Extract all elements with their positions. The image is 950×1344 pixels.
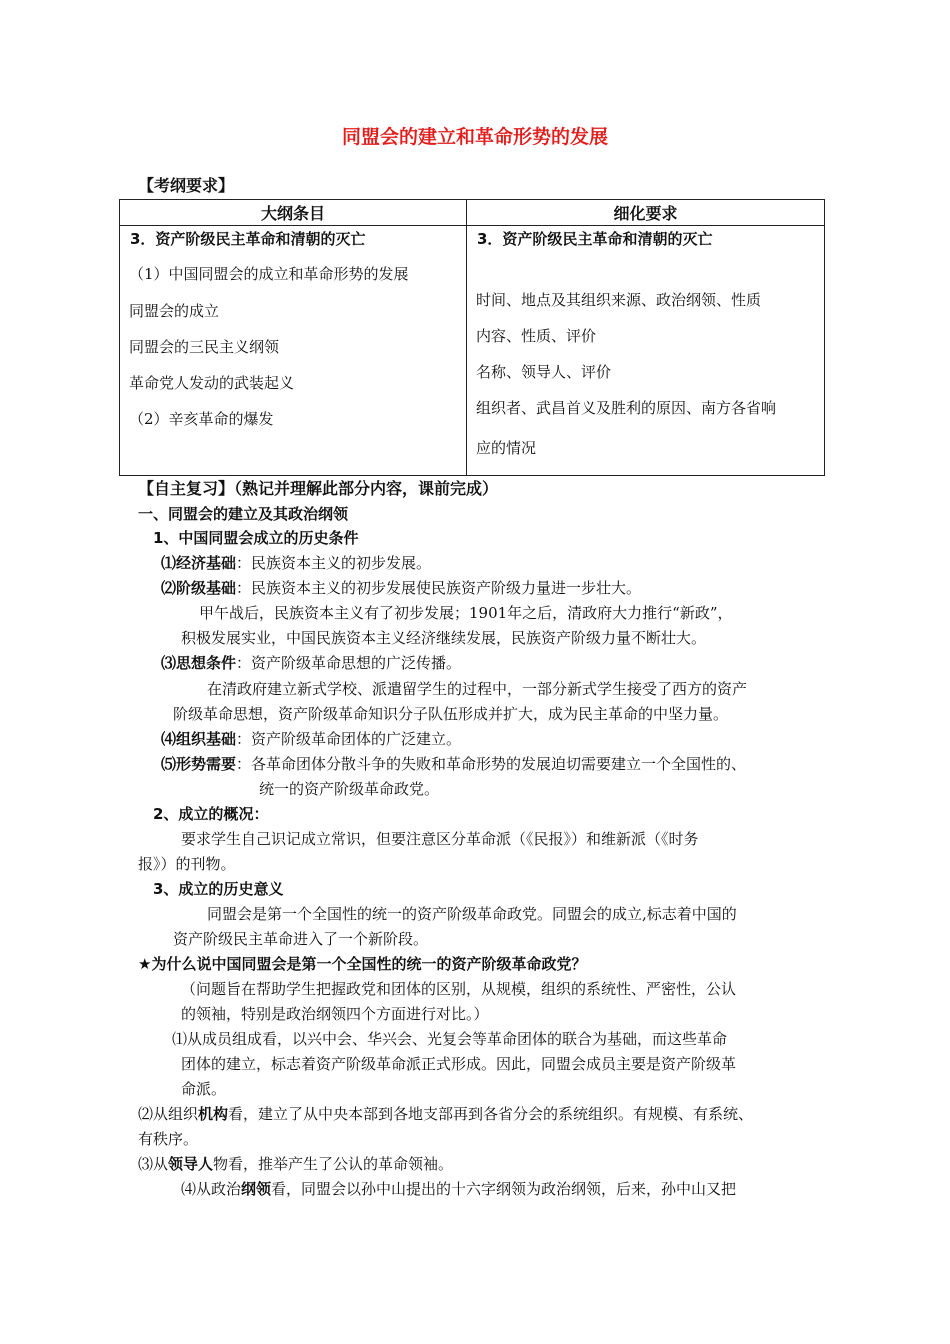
- outline-line: 革命党人发动的武装起义: [129, 374, 295, 392]
- column-header-outline: 大纲条目: [120, 200, 467, 226]
- condition-text: ：民族资本主义的初步发展。: [236, 554, 432, 572]
- requirement-line: 组织者、武昌首义及胜利的原因、南方各省响: [476, 399, 777, 417]
- subsection-heading: 2、成立的概况：: [153, 805, 269, 823]
- answer-leader: [138, 1154, 453, 1174]
- paragraph-line: 资产阶级民主革命进入了一个新阶段。: [173, 930, 429, 948]
- paragraph-line: 阶级革命思想，资产阶级革命知识分子队伍形成并扩大，成为民主革命的中坚力量。: [173, 705, 729, 723]
- answer-text: ⑵从组织: [138, 1105, 199, 1123]
- requirement-line: 应的情况: [476, 439, 537, 457]
- requirement-line: 名称、领导人、评价: [476, 363, 612, 381]
- condition-situation: [161, 754, 746, 774]
- answer-emphasis: 机构: [198, 1105, 229, 1123]
- answer-line: 团体的建立，标志着资产阶级革命派正式形成。因此，同盟会成员主要是资产阶级革: [181, 1055, 737, 1073]
- subsection-heading: 3、成立的历史意义: [153, 880, 284, 898]
- exam-outline-heading: 【考纲要求】: [138, 176, 235, 195]
- condition-organization: [161, 729, 461, 749]
- condition-label: ⑷组织基础: [161, 730, 237, 748]
- requirement-line: 内容、性质、评价: [476, 327, 597, 345]
- answer-emphasis: 纲领: [241, 1180, 272, 1198]
- condition-text: ：民族资本主义的初步发展使民族资产阶级力量进一步壮大。: [236, 579, 642, 597]
- paragraph-line: 甲午战后，民族资本主义有了初步发展；1901年之后，清政府大力推行“新政”，: [199, 604, 733, 622]
- answer-text: ⑶从: [138, 1155, 169, 1173]
- condition-label: ⑵阶级基础: [161, 579, 237, 597]
- answer-line: 命派。: [181, 1080, 227, 1098]
- paragraph-line: （问题旨在帮助学生把握政党和团体的区别，从规模，组织的系统性、严密性，公认: [181, 980, 737, 998]
- column-header-requirements: 细化要求: [467, 200, 825, 226]
- outline-line: （1）中国同盟会的成立和革命形势的发展: [129, 265, 409, 283]
- review-heading: 【自主复习】（熟记并理解此部分内容，课前完成）: [138, 479, 499, 498]
- subsection-heading: 1、中国同盟会成立的历史条件: [153, 529, 359, 547]
- answer-text: 物看，推举产生了公认的革命领袖。: [213, 1155, 454, 1173]
- section-heading: 一、同盟会的建立及其政治纲领: [138, 505, 349, 523]
- paragraph-line: 的领袖，特别是政治纲领四个方面进行对比。）: [181, 1005, 489, 1023]
- paragraph-line: 统一的资产阶级革命政党。: [259, 780, 440, 798]
- outline-line: 同盟会的三民主义纲领: [129, 338, 280, 356]
- condition-text: ：资产阶级革命思想的广泛传播。: [236, 654, 462, 672]
- outline-line: 同盟会的成立: [129, 302, 220, 320]
- condition-label: ⑴经济基础: [161, 554, 237, 572]
- paragraph-line: 在清政府建立新式学校、派遣留学生的过程中，一部分新式学生接受了西方的资产: [207, 680, 748, 698]
- page-title: 同盟会的建立和革命形势的发展: [341, 126, 608, 148]
- answer-text: 看，建立了从中央本部到各地支部再到各省分会的系统组织。有规模、有系统、: [228, 1105, 754, 1123]
- condition-ideology: [161, 653, 461, 673]
- paragraph-line: 报》）的刊物。: [138, 855, 236, 873]
- condition-label: ⑶思想条件: [161, 654, 237, 672]
- outline-line: 3．资产阶级民主革命和清朝的灭亡: [130, 230, 366, 248]
- paragraph-line: 同盟会是第一个全国性的统一的资产阶级革命政党。同盟会的成立,标志着中国的: [207, 905, 737, 923]
- exam-outline-table: [119, 199, 825, 476]
- answer-line: ⑴从成员组成看，以兴中会、华兴会、光复会等革命团体的联合为基础，而这些革命: [172, 1030, 728, 1048]
- condition-class: [161, 578, 641, 598]
- answer-line: 有秩序。: [138, 1130, 199, 1148]
- outline-cell: [120, 226, 467, 476]
- requirements-cell: [467, 226, 825, 476]
- condition-text: ：各革命团体分散斗争的失败和革命形势的发展迫切需要建立一个全国性的、: [236, 755, 747, 773]
- requirement-line: 3．资产阶级民主革命和清朝的灭亡: [477, 230, 713, 248]
- answer-text: 看，同盟会以孙中山提出的十六字纲领为政治纲领，后来，孙中山又把: [271, 1180, 737, 1198]
- answer-organization: [138, 1104, 753, 1124]
- answer-text: ⑷从政治: [181, 1180, 242, 1198]
- condition-label: ⑸形势需要: [161, 755, 237, 773]
- answer-platform: [181, 1179, 736, 1199]
- outline-line: （2）辛亥革命的爆发: [129, 410, 274, 428]
- condition-text: ：资产阶级革命团体的广泛建立。: [236, 730, 462, 748]
- requirement-line: 时间、地点及其组织来源、政治纲领、性质: [476, 291, 762, 309]
- paragraph-line: 积极发展实业，中国民族资本主义经济继续发展，民族资产阶级力量不断壮大。: [181, 629, 707, 647]
- key-question: ★为什么说中国同盟会是第一个全国性的统一的资产阶级革命政党？: [138, 955, 587, 973]
- condition-economic: [161, 553, 431, 573]
- answer-emphasis: 领导人: [168, 1155, 214, 1173]
- paragraph-line: 要求学生自己识记成立常识，但要注意区分革命派（《民报》）和维新派（《时务: [181, 830, 699, 848]
